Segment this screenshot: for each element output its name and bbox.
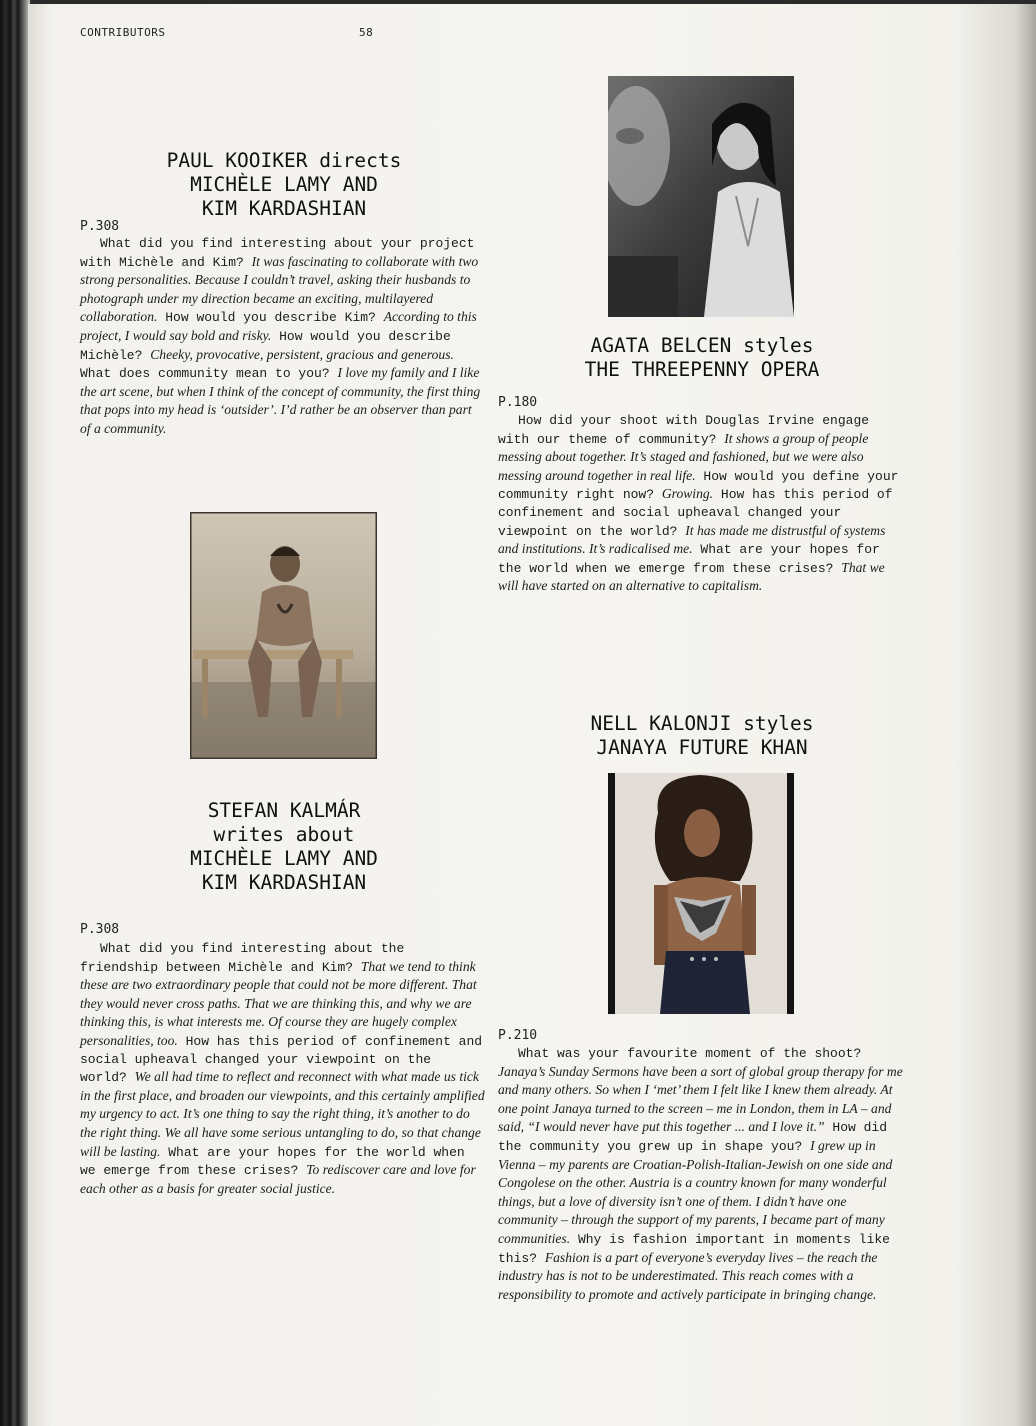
interview-paragraph: [498, 412, 906, 596]
page-reference: P.180: [498, 395, 538, 410]
interview-question: What was your favourite moment of the shoot?: [518, 1046, 862, 1061]
interview-question: What did you find interesting about the friendship between Michèle and Kim?: [80, 941, 405, 975]
interview-question: How would you describe Michèle?: [80, 328, 451, 363]
article-title: AGATA BELCEN styles THE THREEPENNY OPERA: [584, 334, 820, 381]
interview-answer: Growing.: [661, 486, 714, 502]
page-reference: P.308: [80, 922, 120, 937]
interview-answer: It shows a group of people messing about together. It’s staged and fashioned, but we were also messing around together in real life.: [498, 430, 869, 483]
interview-answer: I grew up in Vienna – my parents are Croatian-Polish-Italian-Jewish on one side and Congolese on the other. Austria is a country known for many wonderful things, but a love of diversity isn’t one of them. I didn’t have one community – through the support of my parents, I became part of many communities.: [498, 1137, 893, 1246]
interview-paragraph: [80, 940, 485, 1198]
section-header: CONTRIBUTORS: [80, 26, 166, 39]
interview-answer: I love my family and I like the art scene, but when I think of the concept of community, the first thing that pops into my head is ‘outsider’. I’d rather be an observer than part of a community.: [80, 365, 481, 436]
interview-answer: According to this project, I would say bold and risky.: [80, 309, 477, 343]
interview-answer: Janaya’s Sunday Sermons have been a sort of global group therapy for me and many others. So when I ‘met’ them I felt like I knew them already. At one point Janaya turned to the screen – me in London, them in LA – and said, “I would never have put this together ... and I love it.”: [498, 1063, 903, 1135]
interview-question: Why is fashion important in moments like this?: [498, 1231, 890, 1266]
kim-kardashian-photo: [190, 512, 377, 759]
interview-question: How has this period of confinement and social upheaval changed your viewpoint on the world?: [80, 1033, 483, 1086]
interview-text: [80, 940, 485, 1198]
interview-question: What did you find interesting about your project with Michèle and Kim?: [80, 236, 475, 270]
interview-paragraph: [498, 1045, 906, 1304]
interview-question: How did the community you grew up in shape you?: [498, 1120, 888, 1154]
interview-answer: Cheeky, provocative, persistent, gracious and generous.: [150, 346, 454, 362]
interview-answer: It was fascinating to collaborate with two strong personalities. Because I couldn’t travel, asking their husbands to photograph under my direction became an exciting, multilayered collaboration.: [80, 253, 479, 325]
interview-question: What are your hopes for the world when we emerge from these crises?: [80, 1144, 465, 1179]
interview-answer: It has made me distrustful of systems and institutions. It’s radicalised me.: [498, 522, 886, 557]
interview-question: How would you describe Kim?: [165, 310, 376, 326]
article-title: STEFAN KALMÁR writes about MICHÈLE LAMY AND KIM KARDASHIAN: [190, 799, 378, 894]
interview-answer: We all had time to reflect and reconnect with what made us tick in the first place, and broaden our viewpoints, and this certainly amplified my urgency to act. It’s one thing to say the right thing, it’s another to do the right thing. We all have some serious untangling to do, so that change will be lasting.: [80, 1069, 485, 1159]
interview-answer: That we tend to think these are two extraordinary people that could not be more different. That they would never cross paths. That we are thinking this, and why we are thinking this, is what interests me. Of course they are hugely complex personalities, too.: [80, 958, 477, 1048]
page-reference: P.308: [80, 219, 120, 234]
interview-answer: Fashion is a part of everyone’s everyday lives – the reach the industry has is not to be underestimated. This reach comes with a responsibility to promote and actively participate in bringing change.: [498, 1249, 878, 1302]
article-title: NELL KALONJI styles JANAYA FUTURE KHAN: [590, 712, 814, 759]
interview-paragraph: [80, 235, 485, 439]
interview-question: How has this period of confinement and social upheaval changed your viewpoint on the world?: [498, 487, 893, 539]
interview-question: How would you define your community right now?: [498, 468, 899, 503]
interview-answer: To rediscover care and love for each other as a basis for greater social justice.: [80, 1162, 476, 1196]
page-number: 58: [359, 26, 374, 39]
threepenny-opera-photo: [608, 76, 794, 317]
interview-question: What are your hopes for the world when we emerge from these crises?: [498, 542, 880, 576]
interview-answer: That we will have started on an alternative to capitalism.: [498, 559, 885, 594]
interview-question: How did your shoot with Douglas Irvine engage with our theme of community?: [498, 413, 870, 447]
binding-spine: [0, 0, 30, 1426]
interview-text: [80, 235, 485, 439]
interview-text: [498, 412, 906, 596]
page-reference: P.210: [498, 1028, 538, 1043]
interview-question: What does community mean to you?: [80, 366, 330, 382]
janaya-future-khan-photo: [608, 773, 794, 1014]
article-title: PAUL KOOIKER directs MICHÈLE LAMY AND KIM KARDASHIAN: [166, 149, 402, 220]
interview-text: [498, 1045, 906, 1304]
